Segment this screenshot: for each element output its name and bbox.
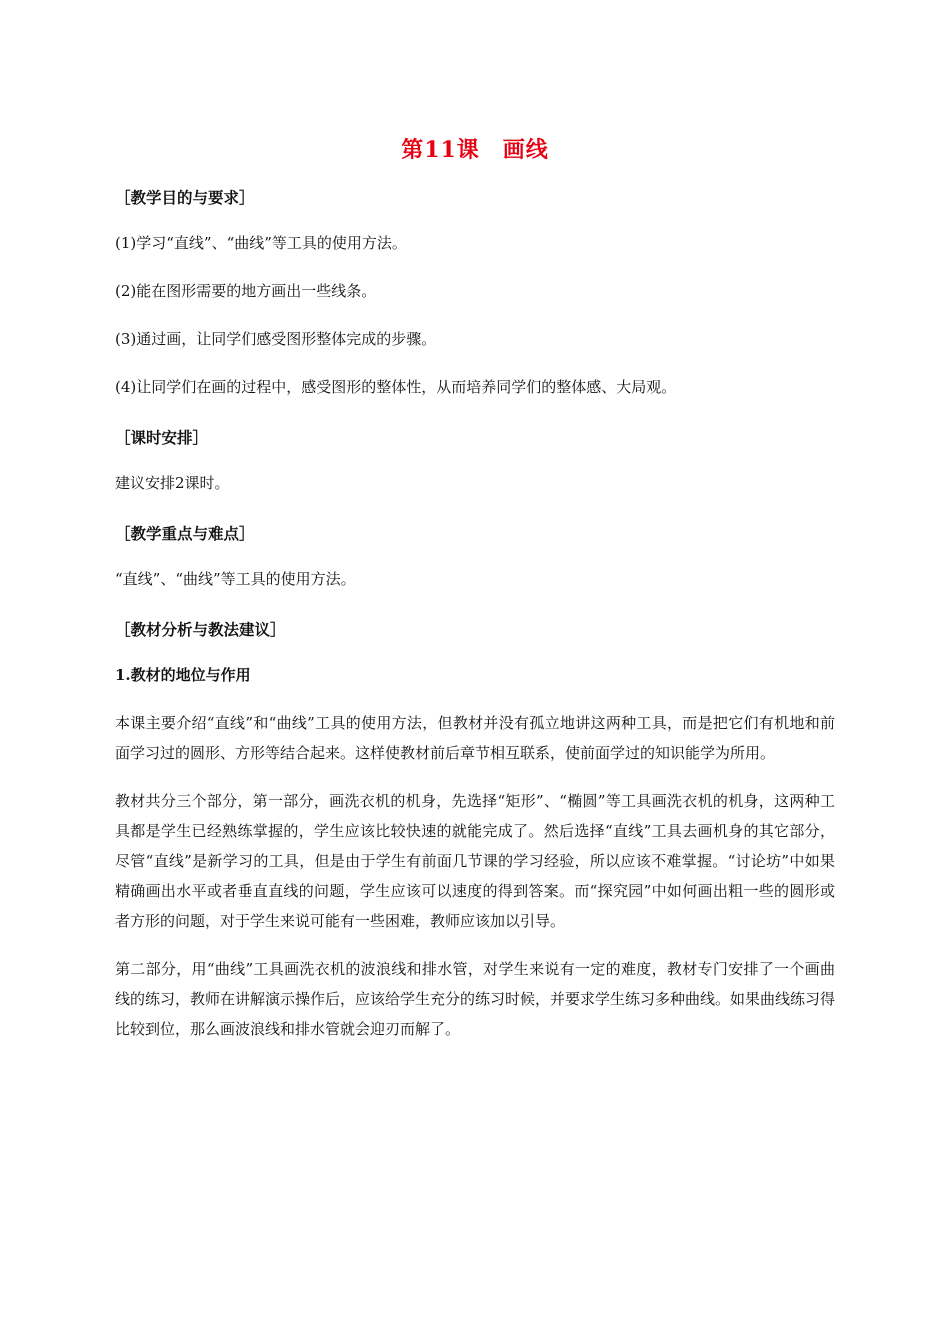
analysis-paragraph: 第二部分，用“曲线”工具画洗衣机的波浪线和排水管，对学生来说有一定的难度，教材专门安排了一个画曲线的练习，教师在讲解演示操作后，应该给学生充分的练习时候，并要求学生练习多种曲线。如果曲线练习得比较到位，那么画波浪线和排水管就会迎刃而解了。: [115, 960, 836, 1038]
schedule-text: 建议安排2课时。: [115, 474, 230, 492]
analysis-paragraph: 本课主要介绍“直线”和“曲线”工具的使用方法，但教材并没有孤立地讲这两种工具，而是把它们有机地和前面学习过的圆形、方形等结合起来。这样使教材前后章节相互联系，使前面学过的知识能学为所用。: [115, 714, 835, 762]
analysis-subheading: 1.教材的地位与作用: [115, 666, 251, 684]
analysis-paragraph: 教材共分三个部分，第一部分，画洗衣机的机身，先选择“矩形”、“椭圆”等工具画洗衣机的机身，这两种工具都是学生已经熟练掌握的，学生应该比较快速的就能完成了。然后选择“直线”工具去画机身的其它部分，尽管“直线”是新学习的工具，但是由于学生有前面几节课的学习经验，所以应该不难掌握。“讨论坊”中如果精确画出水平或者垂直直线的问题，学生应该可以速度的得到答案。而“探究园”中如何画出粗一些的圆形或者方形的问题，对于学生来说可能有一些困难，教师应该加以引导。: [115, 792, 835, 930]
focus-heading: ［教学重点与难点］: [115, 524, 255, 543]
analysis-heading: ［教材分析与教法建议］: [115, 620, 286, 639]
focus-text: “直线”、“曲线”等工具的使用方法。: [115, 570, 356, 588]
objective-item: (2)能在图形需要的地方画出一些线条。: [115, 282, 377, 300]
lesson-title: 第11课 画线: [401, 137, 549, 163]
objective-item: (1)学习“直线”、“曲线”等工具的使用方法。: [115, 234, 407, 252]
objectives-heading: ［教学目的与要求］: [115, 188, 255, 207]
document-page: [115, 130, 835, 1062]
objective-item: (4)让同学们在画的过程中，感受图形的整体性，从而培养同学们的整体感、大局观。: [115, 378, 677, 396]
schedule-heading: ［课时安排］: [115, 428, 209, 447]
objective-item: (3)通过画，让同学们感受图形整体完成的步骤。: [115, 330, 437, 348]
